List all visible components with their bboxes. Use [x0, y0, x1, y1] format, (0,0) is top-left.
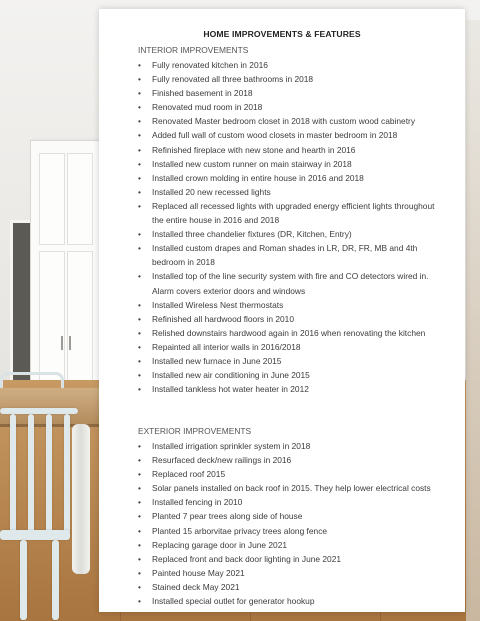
- sheet-title: HOME IMPROVEMENTS & FEATURES: [203, 29, 361, 39]
- list-item: • Replaced front and back door lighting in June 2021: [138, 552, 448, 566]
- improvements-sheet: [99, 9, 465, 612]
- list-item: • Fully renovated all three bathrooms in 2018: [138, 72, 448, 86]
- list-item: • Refinished all hardwood floors in 2010: [138, 312, 448, 326]
- list-item: • Installed irrigation sprinkler system in 2018: [138, 439, 448, 453]
- interior-list: [138, 58, 448, 396]
- cabinet-handle: [69, 336, 71, 350]
- list-item: • Installed new custom runner on main stairway in 2018: [138, 157, 448, 171]
- list-item: • Installed crown molding in entire house in 2016 and 2018: [138, 171, 448, 185]
- cabinet-door: [67, 251, 93, 393]
- list-item: • Solar panels installed on back roof in 2015. They help lower electrical costs: [138, 481, 448, 495]
- list-item: • Installed top of the line security system with fire and CO detectors wired in. Alarm covers exterior doors and windows: [138, 269, 448, 297]
- cabinet-handle: [61, 336, 63, 350]
- list-item: • Installed tankless hot water heater in 2012: [138, 382, 448, 396]
- list-item: • Replaced roof 2015: [138, 467, 448, 481]
- white-chair: [0, 408, 80, 621]
- list-item: • Repainted all interior walls in 2016/2018: [138, 340, 448, 354]
- exterior-list: [138, 439, 448, 608]
- right-edge-decor: [466, 20, 480, 621]
- list-item: • Fully renovated kitchen in 2016: [138, 58, 448, 72]
- list-item: • Planted 15 arborvitae privacy trees along fence: [138, 524, 448, 538]
- list-item: • Replacing garage door in June 2021: [138, 538, 448, 552]
- list-item: • Planted 7 pear trees along side of house: [138, 509, 448, 523]
- list-item: • Relished downstairs hardwood again in 2016 when renovating the kitchen: [138, 326, 448, 340]
- list-item: • Stained deck May 2021: [138, 580, 448, 594]
- exterior-heading: EXTERIOR IMPROVEMENTS: [138, 426, 252, 436]
- cabinet-door: [39, 153, 65, 245]
- list-item: • Installed special outlet for generator hookup: [138, 594, 448, 608]
- list-item: • Renovated mud room in 2018: [138, 100, 448, 114]
- list-item: • Renovated Master bedroom closet in 2018 with custom wood cabinetry: [138, 114, 448, 128]
- list-item: • Replaced all recessed lights with upgraded energy efficient lights throughout the entire house in 2016 and 2018: [138, 199, 448, 227]
- list-item: • Installed new furnace in June 2015: [138, 354, 448, 368]
- list-item: • Finished basement in 2018: [138, 86, 448, 100]
- list-item: • Installed custom drapes and Roman shades in LR, DR, FR, MB and 4th bedroom in 2018: [138, 241, 448, 269]
- interior-heading: INTERIOR IMPROVEMENTS: [138, 45, 249, 55]
- list-item: • Installed 20 new recessed lights: [138, 185, 448, 199]
- list-item: • Installed Wireless Nest thermostats: [138, 298, 448, 312]
- list-item: • Added full wall of custom wood closets in master bedroom in 2018: [138, 128, 448, 142]
- list-item: • Painted house May 2021: [138, 566, 448, 580]
- cabinet-door: [67, 153, 93, 245]
- list-item: • Resurfaced deck/new railings in 2016: [138, 453, 448, 467]
- list-item: • Refinished fireplace with new stone and hearth in 2016: [138, 143, 448, 157]
- list-item: • Installed new air conditioning in June 2015: [138, 368, 448, 382]
- list-item: • Installed fencing in 2010: [138, 495, 448, 509]
- white-cabinet: [30, 140, 102, 402]
- list-item: • Installed three chandelier fixtures (DR, Kitchen, Entry): [138, 227, 448, 241]
